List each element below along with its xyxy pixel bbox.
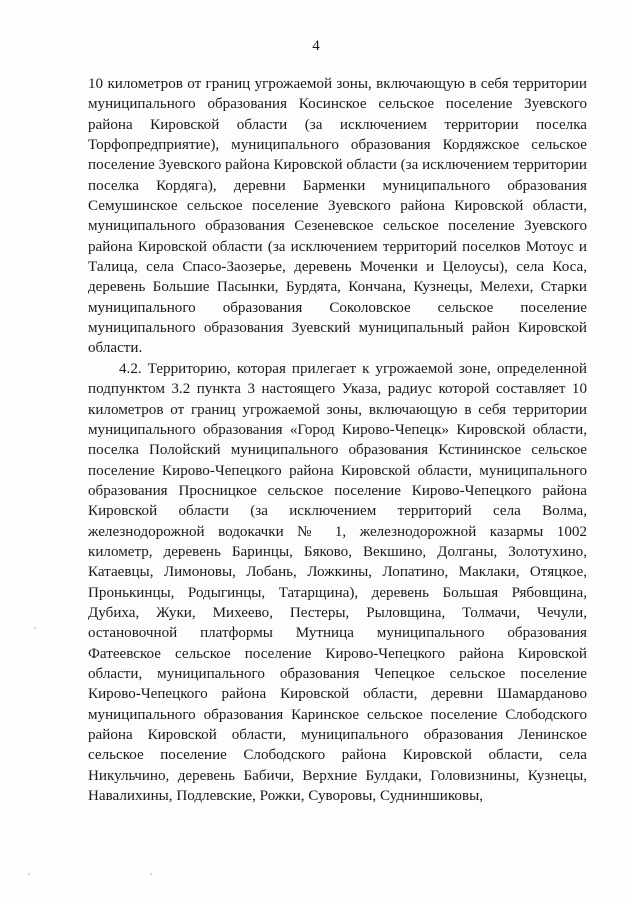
page-number: 4: [312, 38, 320, 54]
paragraph-4-2: 4.2. Территорию, которая прилегает к угрожаемой зоне, определенной подпунктом 3.2 пункта 3 настоящего Указа, радиус которой составляет 10 километров от границ угрожаемой зоны, включающую в себя территории муниципального образования «Город Кирово-Чепецк» Кировской области, поселка Полойский муниципального образования Кстининское сельское поселение Кирово-Чепецкого района Кировской области, муниципального образования Просницкое сельское поселение Кирово-Чепецкого района Кировской области (за исключением территорий села Волма, железнодорожной водокачки № 1, железнодорожной казармы 1002 километр, деревень Баринцы, Бяково, Векшино, Долганы, Золотухино, Катаевцы, Лимоновы, Лобань, Ложкины, Лопатино, Маклаки, Отяцкое, Пронькинцы, Родыгинцы, Татарщина), деревень Большая Рябовщина, Дубиха, Жуки, Михеево, Пестеры, Рыловщина, Толмачи, Чечули, остановочной платформы Мутница муниципального образования Фатеевское сельское поселение Кирово-Чепецкого района Кировской области, муниципального образования Чепецкое сельское поселение Кирово-Чепецкого района Кировской области, деревни Шамарданово муниципального образования Каринское сельское поселение Слободского района Кировской области, муниципального образования Ленинское сельское поселение Слободского района Кировской области, села Никульчино, деревень Бабичи, Верхние Булдаки, Головизнины, Кузнецы, Навалихины, Подлевские, Рожки, Суворовы, Судниншиковы,: [88, 360, 587, 805]
scan-speck: [28, 873, 30, 875]
document-body: [88, 74, 587, 806]
scan-speck: [150, 873, 152, 875]
scan-speck: [34, 627, 36, 629]
paragraph-continuation: 10 километров от границ угрожаемой зоны, включающую в себя территории муниципального образования Косинское сельское поселение Зуевского района Кировской области (за исключением территории поселка Торфопредприятие), муниципального образования Кордяжское сельское поселение Зуевского района Кировской области (за исключением территории поселка Кордяга), деревни Барменки муниципального образования Семушинское сельское поселение Зуевского района Кировской области, муниципального образования Сезеневское сельское поселение Зуевского района Кировской области (за исключением территорий поселков Мотоус и Талица, села Спасо-Заозерье, деревень Моченки и Целоусы), села Коса, деревень Большие Пасынки, Бурдята, Кончана, Кузнецы, Мелехи, Старки муниципального образования Соколовское сельское поселение муниципального образования Зуевский муниципальный район Кировской области.: [88, 76, 588, 357]
